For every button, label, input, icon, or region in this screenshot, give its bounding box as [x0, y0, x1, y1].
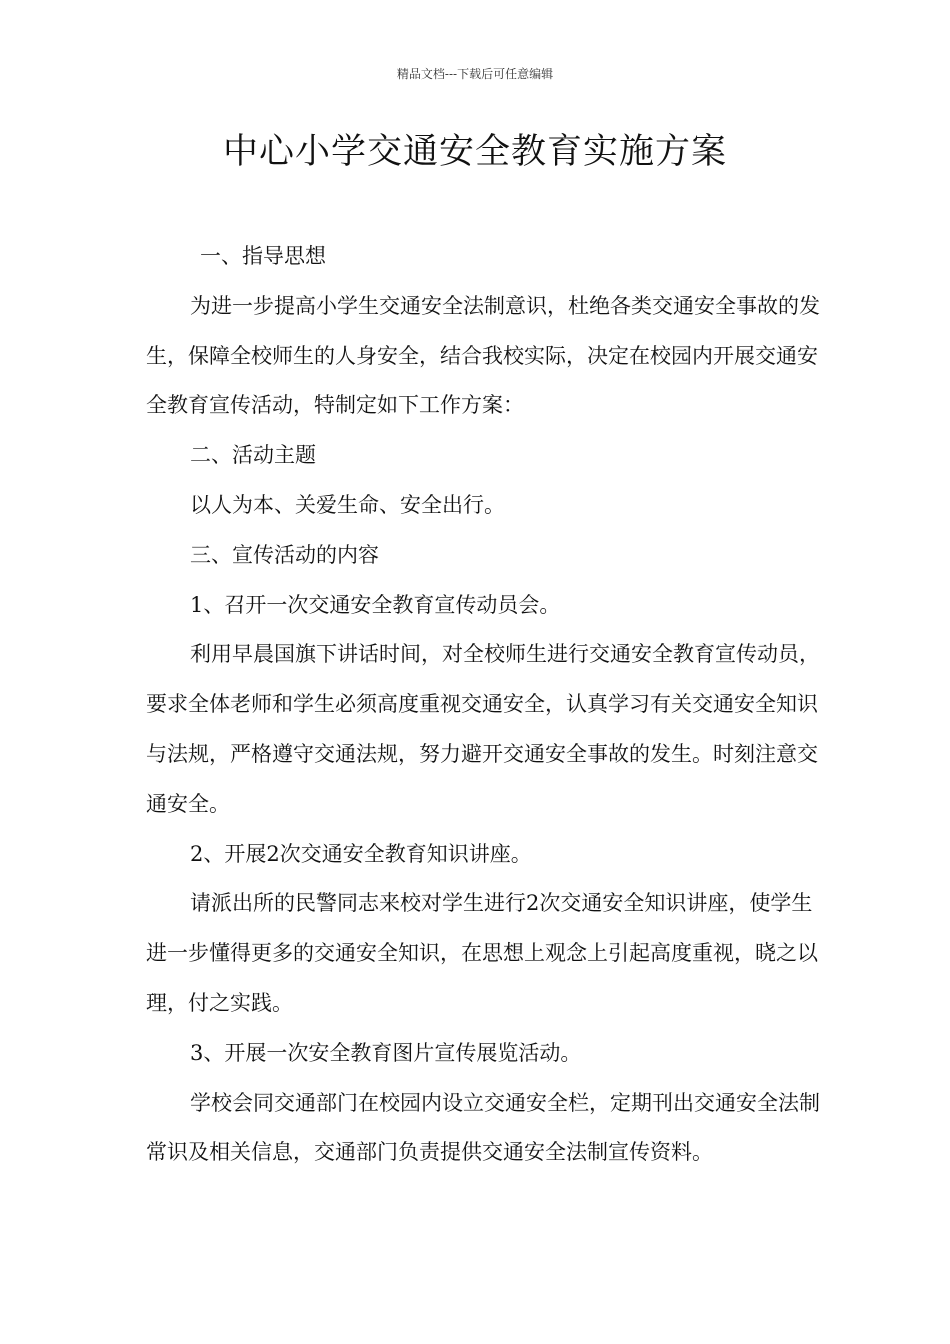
item-heading-2: 2、开展2次交通安全教育知识讲座。 — [190, 841, 532, 866]
paragraph-activity-theme: 以人为本、关爱生命、安全出行。 — [190, 492, 505, 517]
paragraph-item-3: 学校会同交通部门在校园内设立交通安全栏，定期刊出交通安全法制常识及相关信息，交通部门负责提供交通安全法制宣传资料。 — [146, 1090, 820, 1165]
item-heading-1: 1、召开一次交通安全教育宣传动员会。 — [190, 592, 561, 617]
section-heading-activity-content: 三、宣传活动的内容 — [190, 542, 379, 567]
paragraph-item-1: 利用早晨国旗下讲话时间，对全校师生进行交通安全教育宣传动员，要求全体老师和学生必须高度重视交通安全，认真学习有关交通安全知识与法规，严格遵守交通法规，努力避开交通安全事故的发生。时刻注意交通安全。 — [146, 642, 820, 816]
section-heading-guiding-ideology: 一、指导思想 — [200, 244, 326, 268]
document-body — [146, 232, 822, 1178]
header-note: 精品文档---下载后可任意编辑 — [396, 67, 554, 81]
document-title: 中心小学交通安全教育实施方案 — [222, 132, 727, 172]
paragraph-guiding-ideology: 为进一步提高小学生交通安全法制意识，杜绝各类交通安全事故的发生，保障全校师生的人身安全，结合我校实际，决定在校园内开展交通安全教育宣传活动，特制定如下工作方案： — [146, 293, 820, 418]
section-heading-activity-theme: 二、活动主题 — [190, 443, 316, 468]
paragraph-item-2: 请派出所的民警同志来校对学生进行2次交通安全知识讲座，使学生进一步懂得更多的交通安全知识，在思想上观念上引起高度重视，晓之以理，付之实践。 — [146, 891, 818, 1015]
item-heading-3: 3、开展一次安全教育图片宣传展览活动。 — [190, 1040, 582, 1065]
